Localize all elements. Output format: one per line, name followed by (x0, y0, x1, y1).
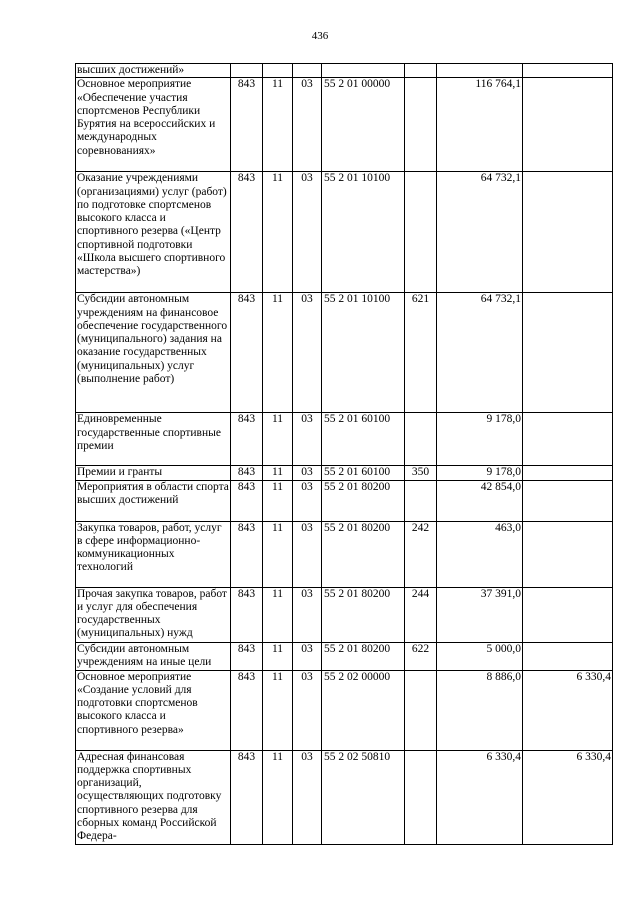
amount-cell: 64 732,1 (437, 293, 523, 413)
target-article-cell: 55 2 01 80200 (322, 642, 405, 670)
amount-cell: 463,0 (437, 521, 523, 587)
item-name-cell: Оказание учреждениями (организациями) услуг (работ) по подготовке спортсменов высокого класса и спортивного резерва («Центр спортивной подготовки «Школа высшего спортивного мастерства») (76, 172, 231, 293)
amount-federal-cell: 6 330,4 (523, 750, 613, 844)
admin-code-cell: 843 (231, 670, 263, 750)
target-article-cell: 55 2 01 80200 (322, 587, 405, 642)
amount-federal-cell (523, 293, 613, 413)
section-code-cell: 11 (263, 413, 293, 466)
item-name-cell: Единовременные государственные спортивные премии (76, 413, 231, 466)
admin-code-cell: 843 (231, 293, 263, 413)
amount-cell: 5 000,0 (437, 642, 523, 670)
amount-federal-cell (523, 480, 613, 521)
admin-code-cell: 843 (231, 521, 263, 587)
expense-type-cell: 621 (405, 293, 437, 413)
section-code-cell: 11 (263, 466, 293, 480)
amount-federal-cell: 6 330,4 (523, 670, 613, 750)
item-name-cell: Субсидии автономным учреждениям на финансовое обеспечение государственного (муниципального) задания на оказание государственных (муниципальных) услуг (выполнение работ) (76, 293, 231, 413)
expense-type-cell: 244 (405, 587, 437, 642)
table-row (76, 750, 613, 844)
amount-cell: 9 178,0 (437, 413, 523, 466)
admin-code-cell: 843 (231, 413, 263, 466)
admin-code-cell: 843 (231, 642, 263, 670)
target-article-cell: 55 2 01 00000 (322, 78, 405, 172)
table-row (76, 64, 613, 78)
table-row (76, 293, 613, 413)
item-name-cell: Основное мероприятие «Создание условий для подготовки спортсменов высокого класса и спортивного резерва» (76, 670, 231, 750)
expense-type-cell (405, 480, 437, 521)
amount-cell: 64 732,1 (437, 172, 523, 293)
target-article-cell: 55 2 01 10100 (322, 172, 405, 293)
subsection-code-cell: 03 (293, 670, 322, 750)
budget-table (75, 63, 613, 845)
expense-type-cell: 622 (405, 642, 437, 670)
section-code-cell: 11 (263, 521, 293, 587)
section-code-cell: 11 (263, 670, 293, 750)
section-code-cell: 11 (263, 172, 293, 293)
amount-federal-cell (523, 587, 613, 642)
subsection-code-cell: 03 (293, 750, 322, 844)
amount-cell: 6 330,4 (437, 750, 523, 844)
subsection-code-cell: 03 (293, 521, 322, 587)
expense-type-cell (405, 64, 437, 78)
item-name-cell: Основное мероприятие «Обеспечение участия спортсменов Республики Бурятия на всероссийских и международных соревнованиях» (76, 78, 231, 172)
amount-federal-cell (523, 413, 613, 466)
amount-federal-cell (523, 642, 613, 670)
item-name-cell: Мероприятия в области спорта высших достижений (76, 480, 231, 521)
expense-type-cell (405, 413, 437, 466)
section-code-cell (263, 64, 293, 78)
amount-cell (437, 64, 523, 78)
amount-cell: 9 178,0 (437, 466, 523, 480)
subsection-code-cell: 03 (293, 642, 322, 670)
admin-code-cell: 843 (231, 78, 263, 172)
target-article-cell: 55 2 01 10100 (322, 293, 405, 413)
expense-type-cell (405, 78, 437, 172)
admin-code-cell (231, 64, 263, 78)
section-code-cell: 11 (263, 750, 293, 844)
expense-type-cell (405, 670, 437, 750)
target-article-cell: 55 2 01 80200 (322, 521, 405, 587)
amount-cell: 116 764,1 (437, 78, 523, 172)
table-row (76, 413, 613, 466)
amount-federal-cell (523, 521, 613, 587)
subsection-code-cell: 03 (293, 587, 322, 642)
section-code-cell: 11 (263, 587, 293, 642)
table-row (76, 642, 613, 670)
item-name-cell: Адресная финансовая поддержка спортивных организаций, осуществляющих подготовку спортивного резерва для сборных команд Российской Федера- (76, 750, 231, 844)
target-article-cell: 55 2 02 00000 (322, 670, 405, 750)
amount-federal-cell (523, 466, 613, 480)
item-name-cell: Субсидии автономным учреждениям на иные цели (76, 642, 231, 670)
expense-type-cell: 350 (405, 466, 437, 480)
subsection-code-cell: 03 (293, 293, 322, 413)
admin-code-cell: 843 (231, 172, 263, 293)
target-article-cell (322, 64, 405, 78)
subsection-code-cell (293, 64, 322, 78)
expense-type-cell (405, 750, 437, 844)
table-row (76, 521, 613, 587)
amount-cell: 42 854,0 (437, 480, 523, 521)
target-article-cell: 55 2 02 50810 (322, 750, 405, 844)
subsection-code-cell: 03 (293, 413, 322, 466)
target-article-cell: 55 2 01 60100 (322, 413, 405, 466)
admin-code-cell: 843 (231, 466, 263, 480)
section-code-cell: 11 (263, 78, 293, 172)
amount-cell: 8 886,0 (437, 670, 523, 750)
amount-federal-cell (523, 64, 613, 78)
admin-code-cell: 843 (231, 587, 263, 642)
amount-federal-cell (523, 78, 613, 172)
budget-table-body (76, 64, 613, 845)
admin-code-cell: 843 (231, 750, 263, 844)
admin-code-cell: 843 (231, 480, 263, 521)
expense-type-cell (405, 172, 437, 293)
target-article-cell: 55 2 01 60100 (322, 466, 405, 480)
amount-cell: 37 391,0 (437, 587, 523, 642)
section-code-cell: 11 (263, 480, 293, 521)
table-row (76, 587, 613, 642)
page-number: 436 (311, 30, 329, 42)
amount-federal-cell (523, 172, 613, 293)
expense-type-cell: 242 (405, 521, 437, 587)
subsection-code-cell: 03 (293, 172, 322, 293)
table-row (76, 670, 613, 750)
item-name-cell: Прочая закупка товаров, работ и услуг для обеспечения государственных (муниципальных) нужд (76, 587, 231, 642)
section-code-cell: 11 (263, 642, 293, 670)
subsection-code-cell: 03 (293, 466, 322, 480)
item-name-cell: Премии и гранты (76, 466, 231, 480)
section-code-cell: 11 (263, 293, 293, 413)
table-row (76, 480, 613, 521)
target-article-cell: 55 2 01 80200 (322, 480, 405, 521)
item-name-cell: высших достижений» (76, 64, 231, 78)
table-row (76, 172, 613, 293)
subsection-code-cell: 03 (293, 78, 322, 172)
table-row (76, 78, 613, 172)
table-row (76, 466, 613, 480)
item-name-cell: Закупка товаров, работ, услуг в сфере информационно-коммуникационных технологий (76, 521, 231, 587)
subsection-code-cell: 03 (293, 480, 322, 521)
